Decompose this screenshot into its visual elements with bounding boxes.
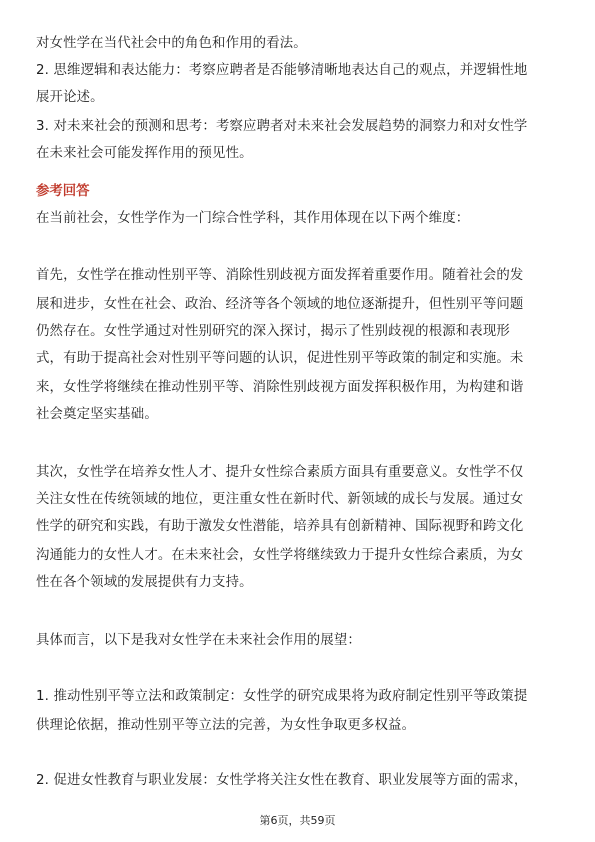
paragraph-line: 关注女性在传统领域的地位，更注重女性在新时代、新领域的成长与发展。通过女 — [36, 492, 524, 507]
intro-text: 在当前社会，女性学作为一门综合性学科，其作用体现在以下两个维度： — [36, 211, 470, 226]
paragraph-line: 具体而言，以下是我对女性学在未来社会作用的展望： — [36, 633, 361, 648]
paragraph-line: 性在各个领域的发展提供有力支持。 — [36, 575, 253, 590]
paragraph-line: 式，有助于提高社会对性别平等问题的认识，促进性别平等政策的制定和实施。未 — [36, 351, 524, 366]
paragraph-line: 仍然存在。女性学通过对性别研究的深入探讨，揭示了性别歧视的根源和表现形 — [36, 324, 510, 339]
text-line: 在未来社会可能发挥作用的预见性。 — [36, 146, 253, 161]
document-page — [36, 0, 560, 842]
paragraph-line: 来，女性学将继续在推动性别平等、消除性别歧视方面发挥积极作用，为构建和谐 — [36, 380, 524, 395]
text-line: 2. 思维逻辑和表达能力：考察应聘者是否能够清晰地表达自己的观点，并逻辑性地 — [36, 63, 528, 78]
paragraph-line: 展和进步，女性在社会、政治、经济等各个领域的地位逐渐提升，但性别平等问题 — [36, 297, 524, 312]
text-line: 展开论述。 — [36, 90, 104, 105]
answer-section-title: 参考回答 — [36, 184, 90, 199]
list-item-line: 供理论依据，推动性别平等立法的完善，为女性争取更多权益。 — [36, 718, 416, 733]
paragraph-line: 首先，女性学在推动性别平等、消除性别歧视方面发挥着重要作用。随着社会的发 — [36, 268, 524, 283]
text-line: 对女性学在当代社会中的角色和作用的看法。 — [36, 36, 307, 51]
paragraph-line: 性学的研究和实践，有助于激发女性潜能，培养具有创新精神、国际视野和跨文化 — [36, 519, 524, 534]
list-item-line: 2. 促进女性教育与职业发展：女性学将关注女性在教育、职业发展等方面的需求， — [36, 773, 528, 788]
list-item-line: 1. 推动性别平等立法和政策制定：女性学的研究成果将为政府制定性别平等政策提 — [36, 689, 528, 704]
page-number: 第6页，共59页 — [259, 814, 336, 827]
text-line: 3. 对未来社会的预测和思考：考察应聘者对未来社会发展趋势的洞察力和对女性学 — [36, 119, 528, 134]
paragraph-line: 沟通能力的女性人才。在未来社会，女性学将继续致力于提升女性综合素质，为女 — [36, 548, 524, 563]
paragraph-line: 其次，女性学在培养女性人才、提升女性综合素质方面具有重要意义。女性学不仅 — [36, 465, 524, 480]
paragraph-line: 社会奠定坚实基础。 — [36, 407, 158, 422]
